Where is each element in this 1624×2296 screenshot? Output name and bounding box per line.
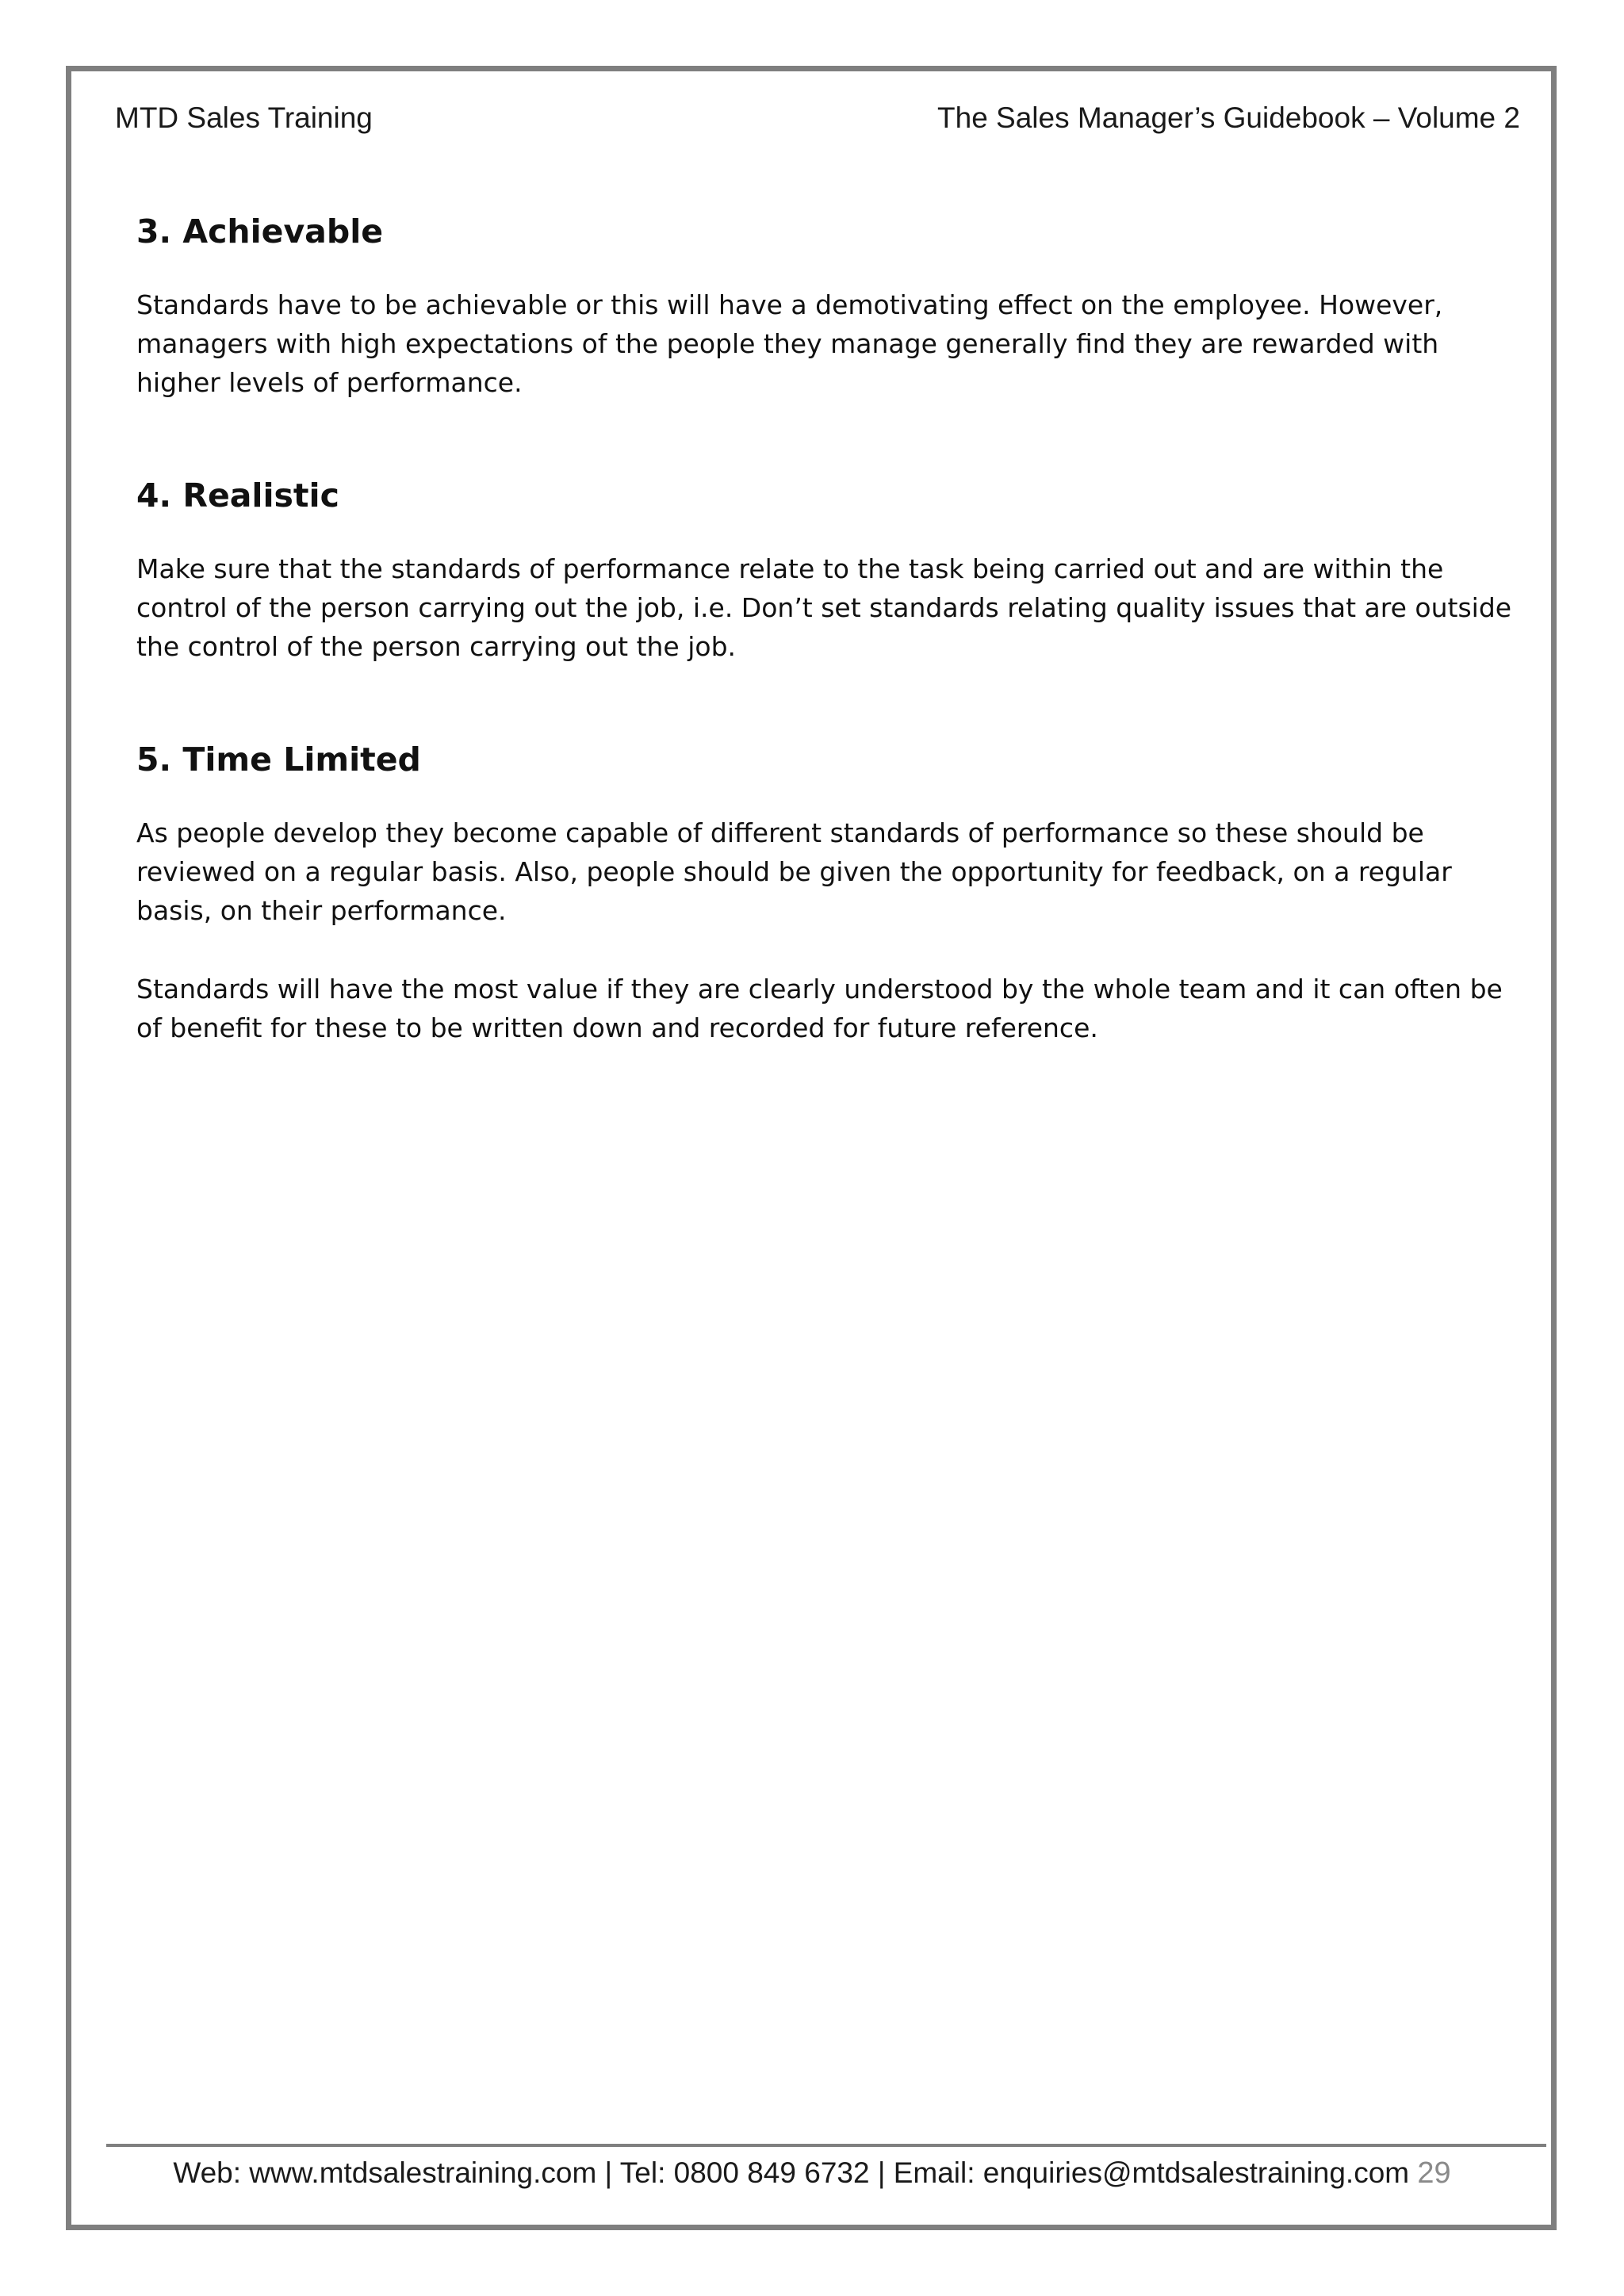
footer-divider xyxy=(106,2144,1546,2147)
footer-contact-info: Web: www.mtdsalestraining.com | Tel: 0800 849 6732 | Email: enquiries@mtdsalestraining.com xyxy=(173,2156,1410,2189)
page-content xyxy=(136,209,1516,1119)
section-paragraph: Standards will have the most value if they are clearly understood by the whole team and it can often be of benefit for these to be written down and recorded for future reference. xyxy=(136,974,1503,1043)
header-company-name: MTD Sales Training xyxy=(115,101,373,134)
section-heading: 5. Time Limited xyxy=(136,740,421,779)
page-number: 29 xyxy=(1417,2156,1451,2190)
section-paragraph: Make sure that the standards of performance relate to the task being carried out and are within the control of the person carrying out the job, i.e. Don’t set standards relating quality issues that are outside the control of the person carrying out the job. xyxy=(136,553,1512,662)
footer xyxy=(0,2155,1624,2191)
section-achievable xyxy=(136,209,1516,402)
section-heading: 3. Achievable xyxy=(136,212,384,251)
section-heading: 4. Realistic xyxy=(136,476,339,515)
section-realistic xyxy=(136,473,1516,666)
header-book-title: The Sales Manager’s Guidebook – Volume 2 xyxy=(937,101,1520,134)
section-paragraph: As people develop they become capable of different standards of performance so these should be reviewed on a regular basis. Also, people should be given the opportunity for feedback, on a regular basis, on their performance. xyxy=(136,817,1452,926)
section-time-limited xyxy=(136,737,1516,1047)
section-paragraph: Standards have to be achievable or this will have a demotivating effect on the employee. However, managers with high expectations of the people they manage generally find they are rewarded with higher levels of performance. xyxy=(136,289,1443,398)
